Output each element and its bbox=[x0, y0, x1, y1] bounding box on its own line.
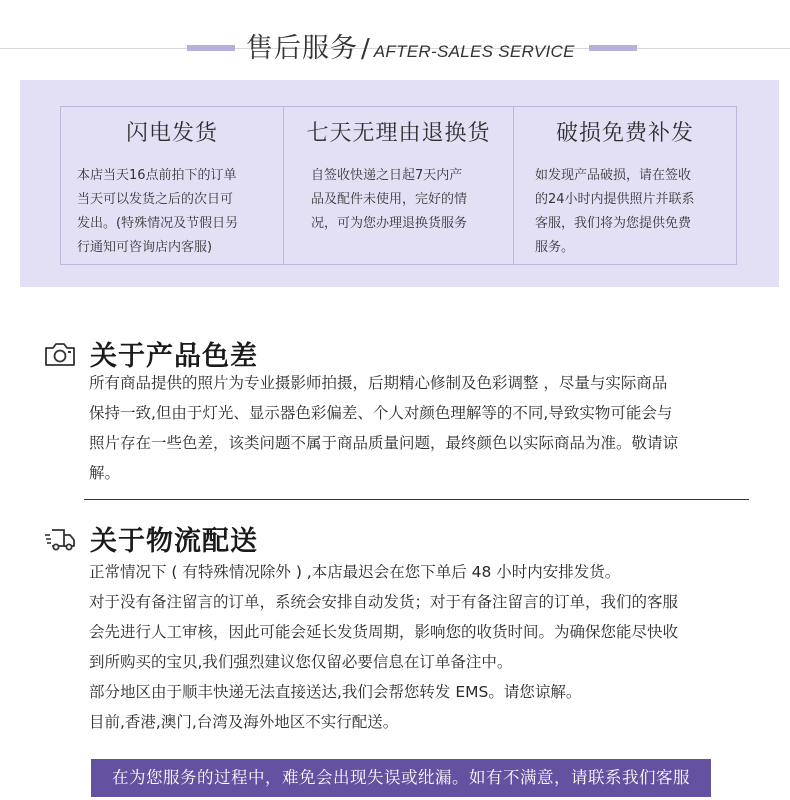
service-box bbox=[60, 106, 737, 265]
paragraph-line: 会先进行人工审核，因此可能会延长发货周期，影响您的收货时间。为确保您能尽快收 bbox=[89, 623, 679, 641]
service-line: 发出。(特殊情况及节假日另 bbox=[77, 216, 239, 231]
paragraph-line: 对于没有备注留言的订单，系统会安排自动发货；对于有备注留言的订单，我们的客服 bbox=[89, 593, 679, 611]
service-line: 服务。 bbox=[535, 240, 575, 255]
paragraph-line: 照片存在一些色差，该类问题不属于商品质量问题，最终颜色以实际商品为准。敬请谅 bbox=[89, 434, 679, 452]
header-slash: / bbox=[361, 34, 370, 64]
service-band bbox=[20, 80, 779, 287]
delivery-truck-icon bbox=[44, 526, 76, 552]
page-header bbox=[246, 26, 576, 66]
header-accent-bar-right bbox=[589, 45, 637, 51]
paragraph-line: 正常情况下 ( 有特殊情况除外 ) ,本店最迟会在您下单后 48 小时内安排发货。 bbox=[89, 563, 621, 581]
section-divider bbox=[84, 499, 749, 500]
shipping-section-body bbox=[89, 557, 765, 737]
paragraph-line: 解。 bbox=[89, 464, 121, 482]
color-section-body bbox=[89, 368, 765, 488]
service-title: 闪电发货 bbox=[125, 121, 218, 146]
service-line: 本店当天16点前拍下的订单 bbox=[77, 168, 237, 183]
paragraph-line: 保持一致,但由于灯光、显示器色彩偏差、个人对颜色理解等的不同,导致实物可能会与 bbox=[89, 404, 673, 422]
service-line: 客服，我们将为您提供免费 bbox=[535, 216, 692, 231]
service-line: 如发现产品破损，请在签收 bbox=[535, 168, 692, 183]
service-description bbox=[514, 164, 736, 260]
camera-icon bbox=[44, 341, 76, 367]
service-description bbox=[284, 164, 513, 236]
paragraph-line: 目前,香港,澳门,台湾及海外地区不实行配送。 bbox=[89, 713, 399, 731]
paragraph-line: 所有商品提供的照片为专业摄影师拍摄，后期精心修制及色彩调整 ，尽量与实际商品 bbox=[89, 374, 668, 392]
section-title: 关于产品色差 bbox=[90, 341, 258, 372]
service-line: 的24小时内提供照片并联系 bbox=[535, 192, 695, 207]
header-title-en: AFTER-SALES SERVICE bbox=[373, 42, 575, 61]
paragraph-line: 部分地区由于顺丰快递无法直接送达,我们会帮您转发 EMS。请您谅解。 bbox=[89, 683, 582, 701]
header-accent-bar-left bbox=[187, 45, 235, 51]
service-line: 品及配件未使用，完好的情 bbox=[311, 192, 468, 207]
footer-banner: 在为您服务的过程中，难免会出现失误或纰漏。如有不满意，请联系我们客服 bbox=[91, 759, 711, 797]
service-fast-shipping bbox=[61, 107, 283, 264]
service-line: 况，可为您办理退换货服务 bbox=[311, 216, 468, 231]
header-title-cn: 售后服务 bbox=[246, 33, 358, 64]
paragraph-line: 到所购买的宝贝,我们强烈建议您仅留必要信息在订单备注中。 bbox=[89, 653, 513, 671]
service-title: 七天无理由退换货 bbox=[306, 121, 491, 146]
service-seven-day-return bbox=[283, 107, 513, 264]
shipping-section-heading bbox=[44, 519, 258, 558]
service-damage-reissue bbox=[513, 107, 736, 264]
service-title: 破损免费补发 bbox=[555, 121, 694, 146]
section-title: 关于物流配送 bbox=[90, 526, 258, 557]
service-line: 自签收快递之日起7天内产 bbox=[311, 168, 463, 183]
service-description bbox=[61, 164, 283, 260]
service-line: 当天可以发货之后的次日可 bbox=[77, 192, 234, 207]
service-line: 行通知可咨询店内客服) bbox=[77, 240, 213, 255]
